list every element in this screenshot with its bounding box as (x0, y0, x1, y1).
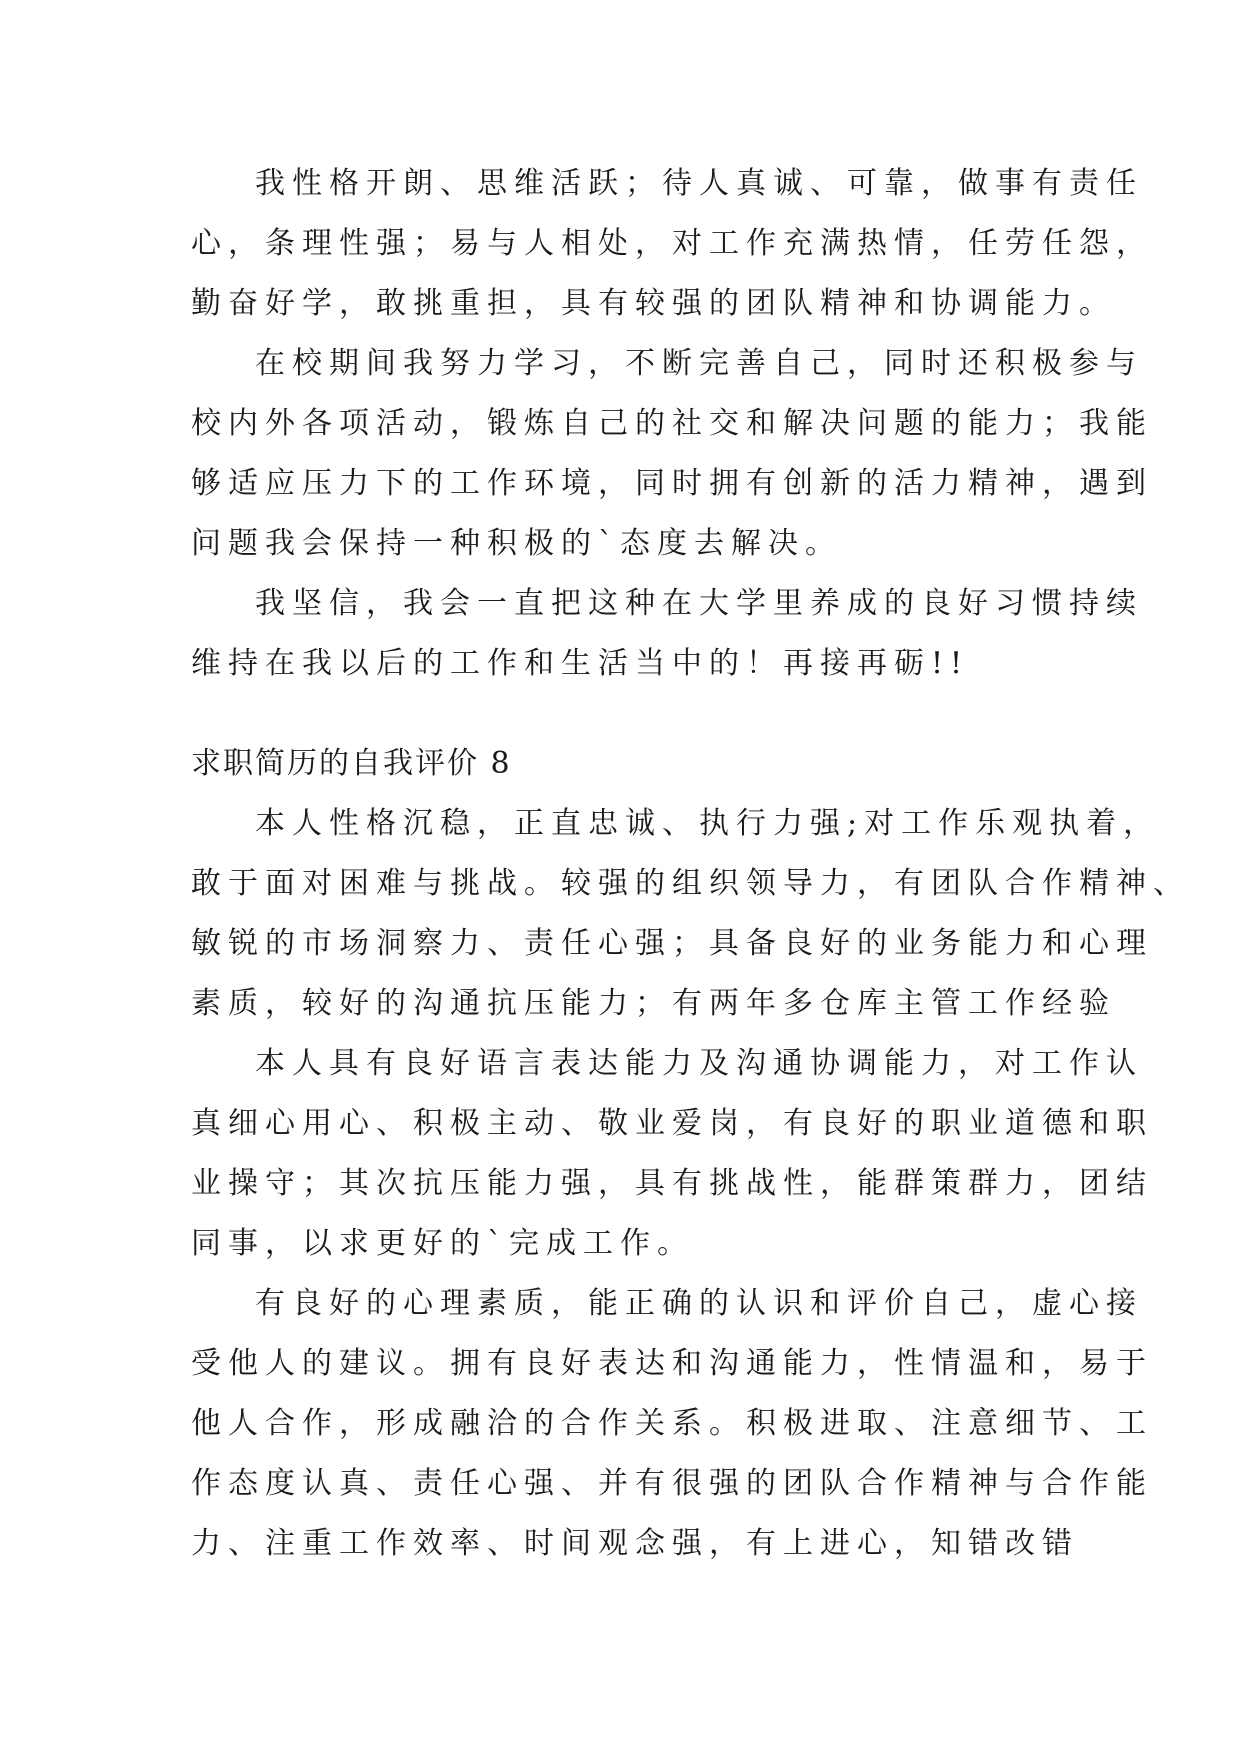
s1-p1-line1: 我性格开朗、思维活跃；待人真诚、可靠，做事有责任 (255, 166, 1143, 201)
s2-p2-line3: 业操守；其次抗压能力强，具有挑战性，能群策群力，团结 (191, 1166, 1153, 1201)
s1-p1-line3: 勤奋好学，敢挑重担，具有较强的团队精神和协调能力。 (191, 286, 1116, 321)
s2-p3-line5: 力、注重工作效率、时间观念强，有上进心，知错改错 (191, 1526, 1079, 1561)
s2-p3-line4: 作态度认真、责任心强、并有很强的团队合作精神与合作能 (191, 1466, 1153, 1501)
s1-p3-line2: 维持在我以后的工作和生活当中的！再接再砺!! (191, 646, 970, 681)
s2-p1-line3: 敏锐的市场洞察力、责任心强；具备良好的业务能力和心理 (191, 926, 1153, 961)
s2-p3-line1: 有良好的心理素质，能正确的认识和评价自己，虚心接 (255, 1286, 1143, 1321)
s1-p2-line1: 在校期间我努力学习，不断完善自己，同时还积极参与 (255, 346, 1143, 381)
s2-p2-line4: 同事，以求更好的`完成工作。 (191, 1226, 694, 1261)
s2-p1-line4: 素质，较好的沟通抗压能力；有两年多仓库主管工作经验 (191, 986, 1116, 1021)
s1-p1-line2: 心，条理性强；易与人相处，对工作充满热情，任劳任怨， (191, 226, 1153, 261)
s1-p2-line4: 问题我会保持一种积极的`态度去解决。 (191, 526, 842, 561)
s2-p2-line1: 本人具有良好语言表达能力及沟通协调能力，对工作认 (255, 1046, 1143, 1081)
s2-p1-line1: 本人性格沉稳，正直忠诚、执行力强;对工作乐观执着， (255, 806, 1161, 841)
s2-p2-line2: 真细心用心、积极主动、敬业爱岗，有良好的职业道德和职 (191, 1106, 1153, 1141)
s1-p2-line3: 够适应压力下的工作环境，同时拥有创新的活力精神，遇到 (191, 466, 1153, 501)
s2-p3-line3: 他人合作，形成融洽的合作关系。积极进取、注意细节、工 (191, 1406, 1153, 1441)
s1-p2-line2: 校内外各项活动，锻炼自己的社交和解决问题的能力；我能 (191, 406, 1153, 441)
section-heading: 求职简历的自我评价 8 (191, 746, 512, 781)
s2-p3-line2: 受他人的建议。拥有良好表达和沟通能力，性情温和，易于 (191, 1346, 1153, 1381)
s1-p3-line1: 我坚信，我会一直把这种在大学里养成的良好习惯持续 (255, 586, 1143, 621)
s2-p1-line2: 敢于面对困难与挑战。较强的组织领导力，有团队合作精神、 (191, 866, 1190, 901)
